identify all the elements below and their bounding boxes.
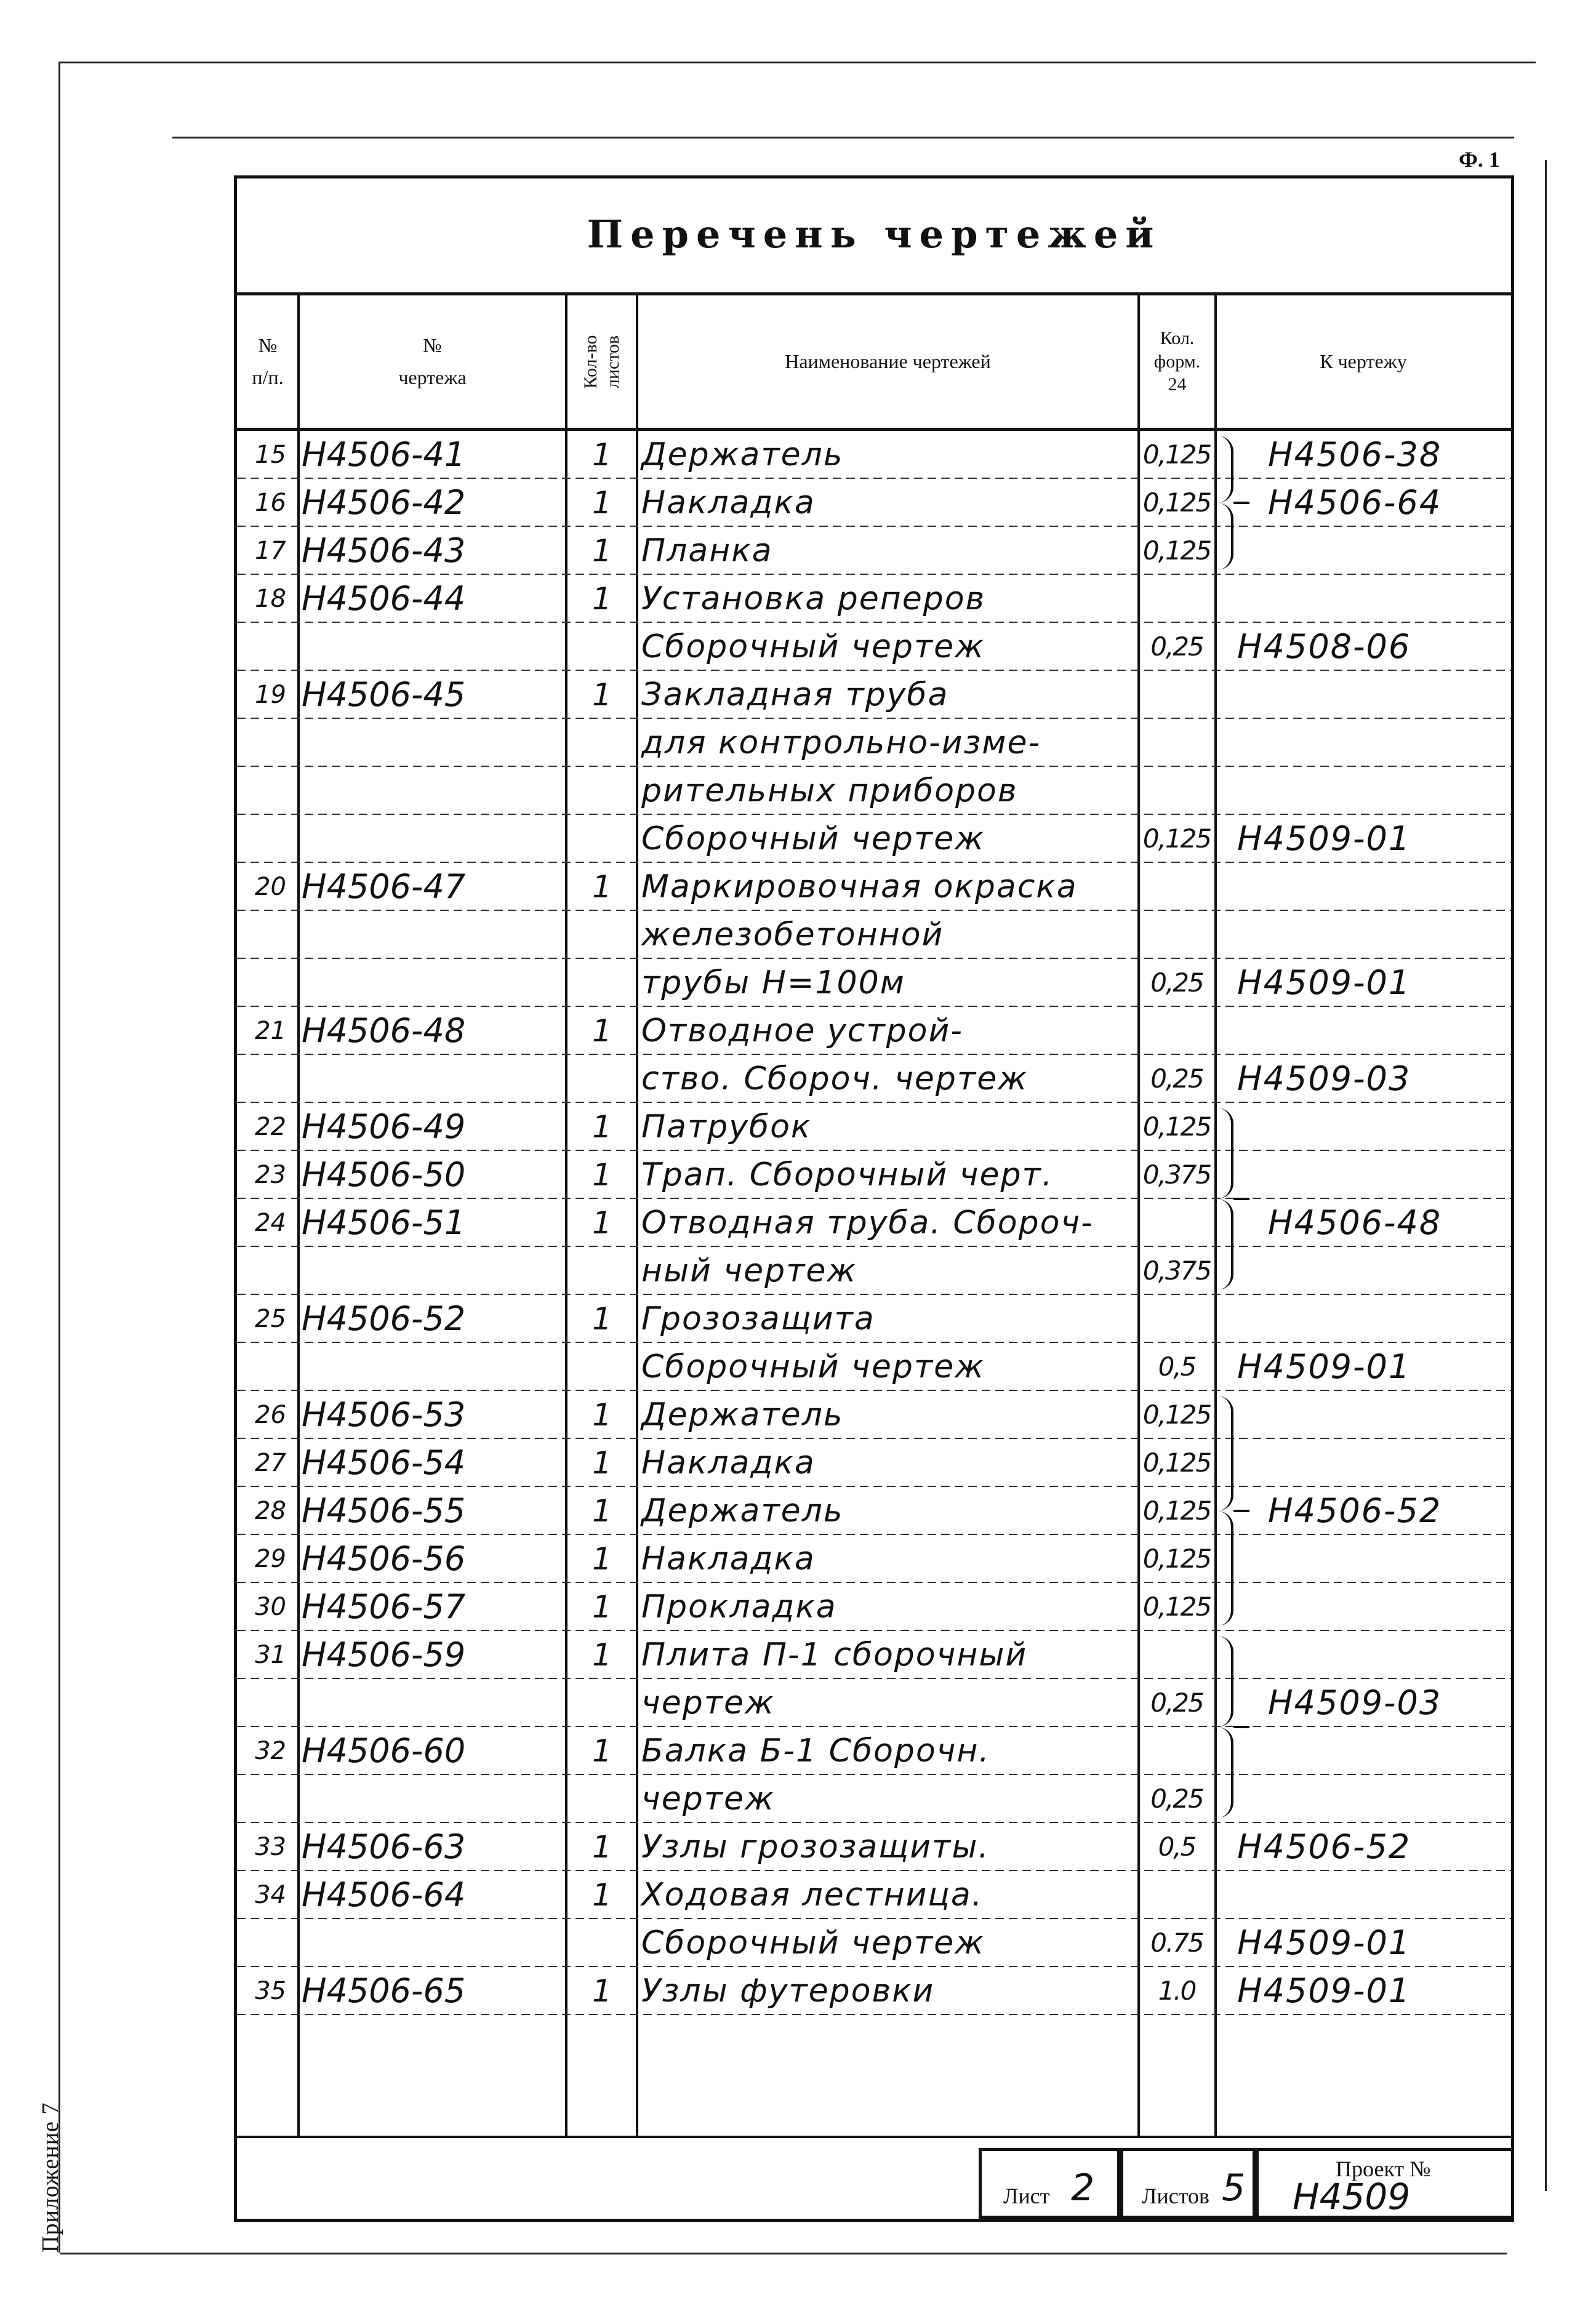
row-drawing-name: Трап. Сборочный черт.: [641, 1156, 1054, 1193]
row-drawing-number: Н4506-50: [302, 1155, 466, 1194]
row-drawing-number: Н4506-59: [302, 1635, 466, 1674]
row-number: 34: [255, 1881, 286, 1909]
row-drawing-name: Сборочный чертеж: [641, 628, 985, 665]
row-number: 33: [255, 1833, 286, 1861]
header-drawing: № чертежа: [299, 295, 566, 431]
row-format-count: 0,375: [1142, 1256, 1211, 1286]
stamp-sheet-box: [979, 2148, 1120, 2219]
row-format-count: 0,125: [1142, 439, 1211, 470]
row-drawing-number: Н4506-44: [302, 579, 466, 618]
row-sheet-count: 1: [592, 1733, 612, 1769]
row-drawing-name: Планка: [641, 532, 773, 569]
row-reference: Н4509-01: [1237, 1923, 1411, 1962]
row-reference: Н4509-01: [1237, 963, 1411, 1002]
scan-edge-top-2: [172, 137, 1514, 138]
row-sheet-count: 1: [592, 437, 612, 473]
header-ref: К чертежу: [1216, 295, 1511, 431]
row-drawing-name: Отводная труба. Сбороч-: [641, 1204, 1094, 1241]
row-drawing-name: Патрубок: [641, 1108, 812, 1145]
scan-edge-right: [1545, 160, 1547, 2191]
row-drawing-name: рительных приборов: [641, 772, 1018, 809]
row-number: 22: [255, 1113, 286, 1141]
stamp-project-value: Н4509: [1293, 2176, 1411, 2218]
row-number: 16: [255, 489, 286, 517]
row-sheet-count: 1: [592, 485, 612, 521]
row-reference: Н4509-01: [1237, 1971, 1411, 2010]
row-number: 17: [255, 537, 286, 565]
row-format-count: 0,125: [1142, 1544, 1211, 1574]
scan-edge-left: [58, 62, 60, 2253]
stamp-sheets-box: [1120, 2148, 1256, 2219]
row-sheet-count: 1: [592, 677, 612, 713]
group-reference: Н4509-03: [1268, 1683, 1442, 1722]
row-drawing-name: Балка Б-1 Сборочн.: [641, 1733, 990, 1769]
row-drawing-name: чертеж: [641, 1685, 775, 1721]
row-format-count: 0,125: [1142, 1112, 1211, 1142]
row-format-count: 0,125: [1142, 1448, 1211, 1478]
row-number: 26: [255, 1401, 286, 1429]
header-num: № п/п.: [237, 295, 299, 431]
row-drawing-name: Держатель: [641, 1396, 844, 1433]
stamp-sheets-value: 5: [1222, 2166, 1246, 2210]
row-reference: Н4509-01: [1237, 1347, 1411, 1386]
row-format-count: 0.75: [1150, 1928, 1203, 1958]
row-number: 29: [255, 1545, 286, 1573]
row-drawing-number: Н4506-45: [302, 675, 466, 714]
row-sheet-count: 1: [592, 1397, 612, 1433]
row-sheet-count: 1: [592, 1205, 612, 1241]
row-sheet-count: 1: [592, 1637, 612, 1673]
row-drawing-number: Н4506-56: [302, 1539, 466, 1578]
group-reference: Н4506-48: [1268, 1203, 1442, 1242]
row-drawing-name: Накладка: [641, 1444, 816, 1481]
group-reference: Н4506-64: [1268, 483, 1442, 522]
row-drawing-name: трубы Н=100м: [641, 964, 905, 1001]
row-drawing-number: Н4506-63: [302, 1827, 466, 1866]
row-number: 31: [255, 1641, 286, 1669]
group-reference: Н4506-52: [1268, 1491, 1442, 1530]
row-sheet-count: 1: [592, 533, 612, 569]
row-sheet-count: 1: [592, 1013, 612, 1049]
row-format-count: 1.0: [1158, 1976, 1196, 2006]
row-format-count: 0,125: [1142, 1592, 1211, 1622]
header-sheets: [566, 295, 637, 431]
row-drawing-name: железобетонной: [641, 916, 944, 953]
col-line-1: [297, 295, 300, 2136]
row-sheet-count: 1: [592, 581, 612, 617]
row-sheet-count: 1: [592, 1157, 612, 1193]
row-number: 28: [255, 1497, 286, 1525]
row-format-count: 0,125: [1142, 487, 1211, 518]
row-number: 19: [255, 681, 286, 709]
appendix-label: Приложение 7: [38, 2102, 63, 2253]
row-format-count: 0,375: [1142, 1160, 1211, 1190]
row-drawing-name: Узлы футеровки: [641, 1973, 935, 2009]
row-drawing-name: Накладка: [641, 484, 816, 521]
row-drawing-number: Н4506-49: [302, 1107, 466, 1146]
row-drawing-name: Держатель: [641, 436, 844, 473]
row-drawing-number: Н4506-55: [302, 1491, 466, 1530]
row-drawing-name: Закладная труба: [641, 676, 949, 713]
row-sheet-count: 1: [592, 1445, 612, 1481]
stamp-project-label: Проект №: [1336, 2157, 1431, 2181]
header-name: Наименование чертежей: [637, 295, 1139, 431]
row-drawing-number: Н4506-42: [302, 483, 466, 522]
row-drawing-name: Грозозащита: [641, 1300, 875, 1337]
row-number: 32: [255, 1737, 286, 1765]
row-format-count: 0,125: [1142, 823, 1211, 854]
row-drawing-number: Н4506-52: [302, 1299, 466, 1338]
row-drawing-number: Н4506-57: [302, 1587, 466, 1626]
row-drawing-number: Н4506-47: [302, 867, 466, 906]
row-number: 24: [255, 1209, 286, 1237]
row-format-count: 0,5: [1158, 1352, 1196, 1382]
col-line-2: [565, 295, 567, 2136]
row-format-count: 0,25: [1150, 1064, 1203, 1094]
row-format-count: 0,5: [1158, 1832, 1196, 1862]
page-title: Перечень чертежей: [237, 175, 1511, 295]
header-formats: Кол. форм. 24: [1139, 295, 1216, 431]
col-line-4: [1137, 295, 1140, 2136]
scan-edge-top: [58, 62, 1536, 63]
row-drawing-name: Накладка: [641, 1541, 816, 1577]
row-drawing-name: ство. Сбороч. чертеж: [641, 1060, 1029, 1097]
row-sheet-count: 1: [592, 869, 612, 905]
scan-edge-bottom: [60, 2253, 1507, 2254]
row-number: 15: [255, 441, 286, 469]
row-number: 18: [255, 585, 286, 613]
row-drawing-number: Н4506-64: [302, 1875, 466, 1914]
row-number: 27: [255, 1449, 286, 1477]
row-drawing-number: Н4506-48: [302, 1011, 466, 1050]
row-drawing-number: Н4506-53: [302, 1395, 466, 1434]
row-drawing-name: Ходовая лестница.: [641, 1877, 984, 1913]
row-drawing-number: Н4506-51: [302, 1203, 466, 1242]
row-format-count: 0,25: [1150, 968, 1203, 998]
row-number: 30: [255, 1593, 286, 1621]
footer-divider: [237, 2136, 1511, 2138]
row-drawing-name: Сборочный чертеж: [641, 1348, 985, 1385]
row-drawing-number: Н4506-41: [302, 435, 466, 474]
row-sheet-count: 1: [592, 1109, 612, 1145]
row-drawing-name: Держатель: [641, 1493, 844, 1529]
row-reference: Н4508-06: [1237, 627, 1411, 666]
row-sheet-count: 1: [592, 1493, 612, 1529]
stamp-sheet-label: Лист: [1003, 2184, 1050, 2208]
col-line-3: [636, 295, 638, 2136]
row-sheet-count: 1: [592, 1541, 612, 1577]
row-sheet-count: 1: [592, 1301, 612, 1337]
row-sheet-count: 1: [592, 1877, 612, 1913]
stamp-sheet-value: 2: [1071, 2166, 1095, 2210]
form-code: Ф. 1: [1459, 147, 1500, 172]
row-drawing-name: чертеж: [641, 1781, 775, 1817]
header-sheets-label: Кол-во листов: [580, 334, 623, 389]
row-format-count: 0,25: [1150, 631, 1203, 662]
row-drawing-name: Плита П-1 сборочный: [641, 1637, 1028, 1673]
row-sheet-count: 1: [592, 1973, 612, 2009]
row-reference: Н4509-01: [1237, 819, 1411, 858]
row-format-count: 0,25: [1150, 1688, 1203, 1718]
row-drawing-name: Узлы грозозащиты.: [641, 1829, 990, 1865]
stamp-sheets-label: Листов: [1142, 2184, 1209, 2208]
row-drawing-number: Н4506-65: [302, 1971, 466, 2010]
col-line-5: [1214, 295, 1217, 2136]
row-format-count: 0,125: [1142, 535, 1211, 566]
row-format-count: 0,25: [1150, 1784, 1203, 1814]
row-drawing-number: Н4506-54: [302, 1443, 466, 1482]
row-format-count: 0,125: [1142, 1496, 1211, 1526]
row-drawing-name: Сборочный чертеж: [641, 1925, 985, 1961]
row-sheet-count: 1: [592, 1589, 612, 1625]
row-drawing-number: Н4506-43: [302, 531, 466, 570]
row-number: 25: [255, 1305, 286, 1333]
stamp-project-box: [1256, 2148, 1511, 2219]
row-drawing-name: Сборочный чертеж: [641, 820, 985, 857]
row-drawing-name: Отводное устрой-: [641, 1012, 964, 1049]
row-number: 21: [255, 1017, 286, 1045]
row-drawing-name: Установка реперов: [641, 580, 986, 617]
row-drawing-name: ный чертеж: [641, 1252, 857, 1289]
row-drawing-number: Н4506-60: [302, 1731, 466, 1770]
row-sheet-count: 1: [592, 1829, 612, 1865]
group-reference: Н4506-38: [1268, 435, 1442, 474]
row-reference: Н4509-03: [1237, 1059, 1411, 1098]
table-frame: [234, 175, 1514, 2222]
row-format-count: 0,125: [1142, 1400, 1211, 1430]
row-number: 23: [255, 1161, 286, 1189]
row-number: 20: [255, 873, 286, 901]
row-number: 35: [255, 1977, 286, 2005]
row-reference: Н4506-52: [1237, 1827, 1411, 1866]
row-drawing-name: для контрольно-изме-: [641, 724, 1041, 761]
row-drawing-name: Прокладка: [641, 1589, 837, 1625]
row-drawing-name: Маркировочная окраска: [641, 868, 1078, 905]
